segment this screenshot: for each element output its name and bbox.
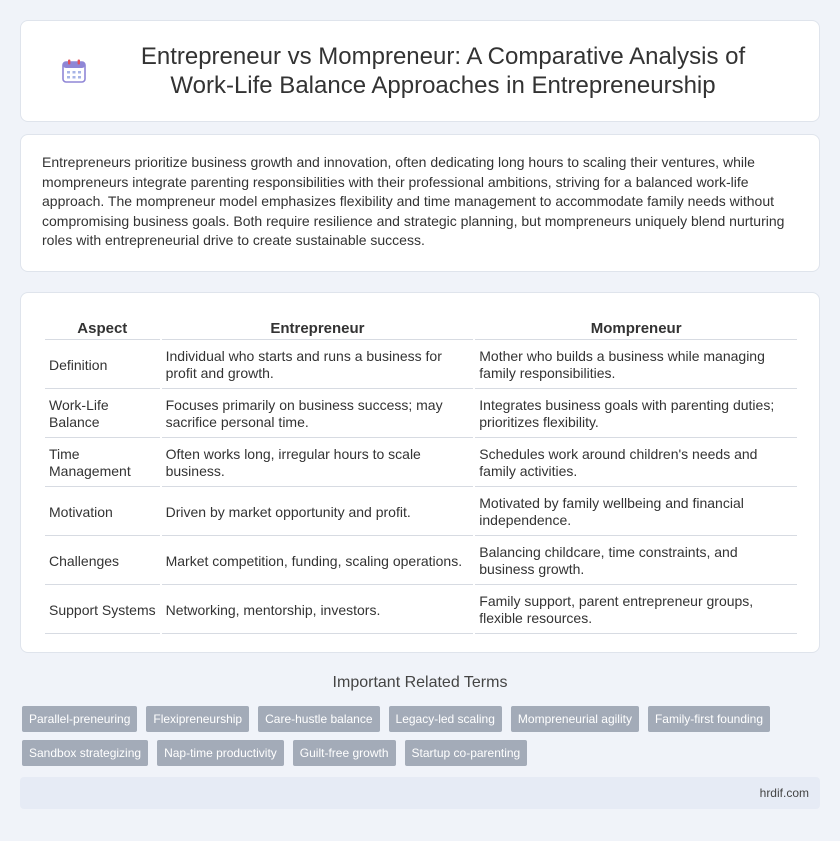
table-row	[45, 587, 797, 634]
related-term-tag[interactable]: Nap-time productivity	[157, 740, 284, 766]
row-aspect: Work-Life Balance	[45, 391, 160, 438]
row-mompreneur: Schedules work around children's needs and family activities.	[475, 440, 797, 487]
row-aspect: Time Management	[45, 440, 160, 487]
summary-card	[20, 134, 820, 272]
related-terms-list	[22, 706, 812, 766]
table-header-row	[45, 316, 797, 340]
related-term-tag[interactable]: Parallel-preneuring	[22, 706, 137, 732]
footer-site-link[interactable]: hrdif.com	[759, 786, 809, 800]
header-mompreneur: Mompreneur	[475, 316, 797, 340]
summary-text: Entrepreneurs prioritize business growth and innovation, often dedicating long hours to scaling their ventures, while mompreneurs integrate parenting responsibilities with their professional ambitions, striving for a balanced work-life approach. The mompreneur model emphasizes flexibility and time management to accommodate family needs without compromising business goals. Both require resilience and strategic planning, but mompreneurs uniquely blend nurturing roles with entrepreneurial drive to create sustainable success.	[42, 154, 785, 249]
row-aspect: Motivation	[45, 489, 160, 536]
related-term-tag[interactable]: Care-hustle balance	[258, 706, 379, 732]
footer	[20, 777, 820, 809]
related-term-tag[interactable]: Legacy-led scaling	[389, 706, 502, 732]
comparison-table	[43, 314, 799, 636]
row-aspect: Support Systems	[45, 587, 160, 634]
row-entrepreneur: Often works long, irregular hours to scale business.	[162, 440, 474, 487]
row-entrepreneur: Market competition, funding, scaling operations.	[162, 538, 474, 585]
table-row	[45, 440, 797, 487]
related-term-tag[interactable]: Family-first founding	[648, 706, 770, 732]
table-row	[45, 538, 797, 585]
row-mompreneur: Motivated by family wellbeing and financial independence.	[475, 489, 797, 536]
table-row	[45, 391, 797, 438]
related-term-tag[interactable]: Sandbox strategizing	[22, 740, 148, 766]
related-term-tag[interactable]: Flexipreneurship	[146, 706, 249, 732]
row-mompreneur: Mother who builds a business while managing family responsibilities.	[475, 342, 797, 389]
header-entrepreneur: Entrepreneur	[162, 316, 474, 340]
row-entrepreneur: Driven by market opportunity and profit.	[162, 489, 474, 536]
row-aspect: Definition	[45, 342, 160, 389]
related-term-tag[interactable]: Mompreneurial agility	[511, 706, 639, 732]
calendar-icon	[61, 58, 87, 84]
related-term-tag[interactable]: Startup co-parenting	[405, 740, 528, 766]
header-card	[20, 20, 820, 122]
related-terms-title: Important Related Terms	[332, 674, 508, 691]
row-mompreneur: Integrates business goals with parenting duties; prioritizes flexibility.	[475, 391, 797, 438]
row-mompreneur: Balancing childcare, time constraints, and business growth.	[475, 538, 797, 585]
row-entrepreneur: Individual who starts and runs a business for profit and growth.	[162, 342, 474, 389]
row-aspect: Challenges	[45, 538, 160, 585]
page-title: Entrepreneur vs Mompreneur: A Comparative Analysis of Work-Life Balance Approaches in Entrepreneurship	[140, 43, 746, 99]
row-entrepreneur: Focuses primarily on business success; may sacrifice personal time.	[162, 391, 474, 438]
table-row	[45, 489, 797, 536]
table-row	[45, 342, 797, 389]
row-entrepreneur: Networking, mentorship, investors.	[162, 587, 474, 634]
comparison-table-card	[20, 292, 820, 653]
header-aspect: Aspect	[45, 316, 160, 340]
row-mompreneur: Family support, parent entrepreneur groups, flexible resources.	[475, 587, 797, 634]
related-term-tag[interactable]: Guilt-free growth	[293, 740, 396, 766]
